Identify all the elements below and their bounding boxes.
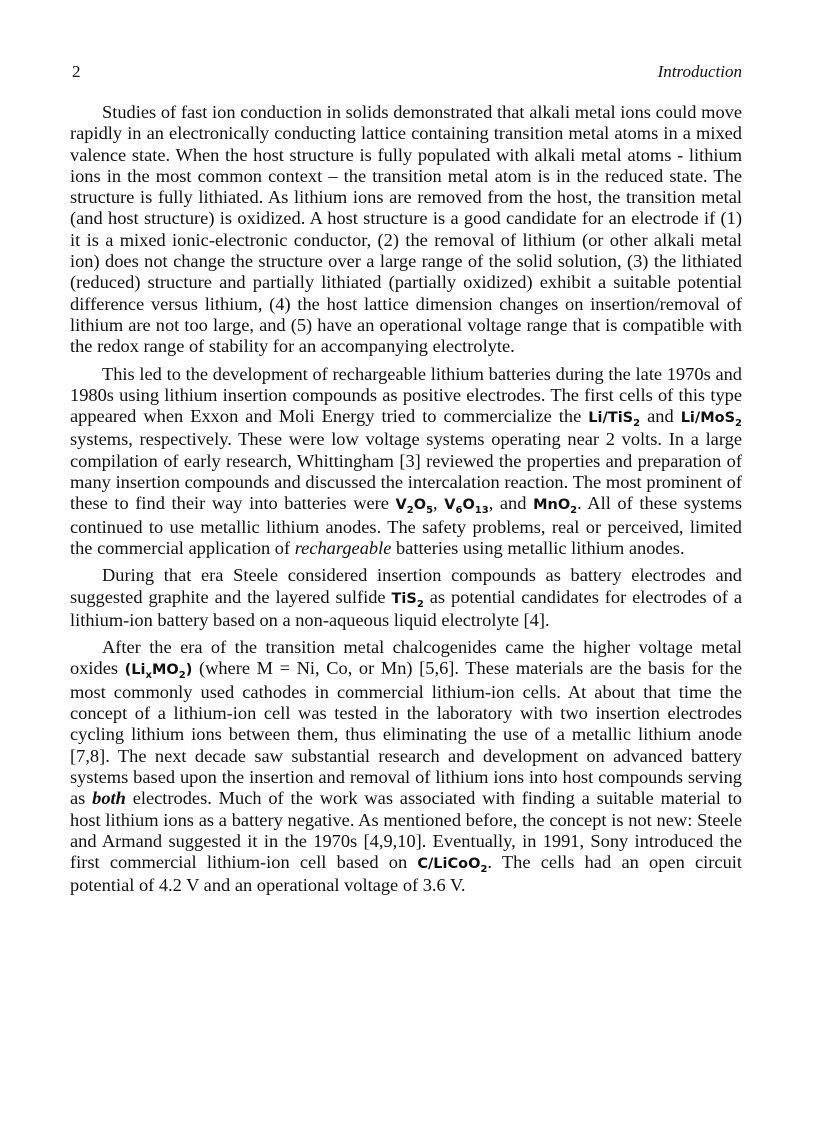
- formula-text: C/LiCoO: [417, 856, 481, 873]
- formula-v2o5: [395, 497, 434, 517]
- formula-subscript: 13: [474, 505, 489, 517]
- formula-subscript: 2: [480, 863, 488, 875]
- formula-tis2: [391, 590, 424, 610]
- formula-text: V: [395, 497, 407, 514]
- text-span: This led to the development of rechargeable lithium batteries during the late 1970s and 1980s using lithium insertion compounds as positive electrodes. The first cells of this type appeared when Exxon and Moli Energy tried to commercialize the: [70, 363, 742, 427]
- formula-v6o13: [444, 497, 489, 517]
- page-number: 2: [72, 62, 81, 81]
- emphasis-rechargeable: rechargeable: [294, 537, 392, 558]
- formula-subscript: 2: [735, 418, 742, 430]
- text-span: electrodes. Much of the work was associated with finding a suitable material to host lithium ions as a battery negative. As mentioned before, the concept is not new: Steele and Armand suggested it in the 1970s [4,9,10]. Eventually, in 1991, Sony introduced the first commercial lithium-ion cell based on: [70, 788, 742, 873]
- formula-text: ): [185, 662, 193, 679]
- text-span: as potential candidates for electrodes of a lithium-ion battery based on a non-aqueous liquid electrolyte [4].: [70, 586, 743, 630]
- text-span: After the era of the transition metal chalcogenides came the higher voltage metal oxides: [70, 637, 742, 679]
- text-span: , and: [488, 493, 534, 514]
- formula-text: O: [413, 497, 427, 514]
- text-span: ,: [433, 493, 445, 514]
- formula-subscript: 2: [633, 418, 641, 430]
- text-span: . All of these systems continued to use metallic lithium anodes. The safety problems, real or perceived, limited the commercial application of: [70, 493, 742, 558]
- text-span: During that era Steele considered insertion compounds as battery electrodes and suggested graphite and the layered sulfide: [70, 565, 742, 607]
- formula-subscript: 6: [455, 505, 463, 517]
- formula-subscript: 2: [406, 505, 414, 517]
- paragraph-metal-oxides: [70, 637, 742, 897]
- body-text: [70, 102, 742, 903]
- text-span: (where M = Ni, Co, or Mn) [5,6]. These materials are the basis for the most commonly used cathodes in commercial lithium-ion cells. At about that time the concept of a lithium-ion cell was tested in the laboratory with two insertion electrodes cycling lithium ions between them, thus eliminating the use of a metallic lithium anode [7,8]. The next decade saw substantial research and development on advanced battery systems based upon the insertion and removal of lithium ions into host compounds serving as: [70, 658, 742, 809]
- formula-lixmo2: [124, 662, 193, 682]
- paragraph-rechargeable-lithium-batteries: [70, 364, 742, 560]
- formula-text: (Li: [124, 662, 146, 679]
- formula-mno2: [533, 497, 578, 517]
- formula-subscript: 2: [416, 598, 424, 610]
- text-span: batteries using metallic lithium anodes.: [391, 537, 685, 558]
- formula-li-mos2: [680, 410, 742, 430]
- formula-c-licoo2: [417, 856, 488, 875]
- page-header: [72, 62, 742, 84]
- formula-text: O: [462, 497, 475, 514]
- paragraph-steele-graphite: [70, 565, 742, 631]
- formula-li-tis2: [588, 410, 641, 430]
- formula-text: MO: [151, 662, 179, 679]
- formula-text: Li/MoS: [680, 410, 736, 427]
- text-span: . The cells had an open circuit potential of 4.2 V and an operational voltage of 3.6 V.: [70, 852, 742, 896]
- formula-subscript: 5: [426, 505, 434, 517]
- text-span: and: [640, 406, 681, 427]
- formula-text: Li/TiS: [588, 410, 634, 427]
- formula-text: V: [444, 497, 456, 514]
- formula-subscript: 2: [570, 505, 578, 517]
- emphasis-both: both: [92, 788, 126, 809]
- paragraph-fast-ion-conduction: Studies of fast ion conduction in solids demonstrated that alkali metal ions could move rapidly in an electronically conducting lattice containing transition metal atoms in a mixed valence state. When the host structure is fully populated with alkali metal atoms - lithium ions in the most common context – the transition metal atom is in the reduced state. The structure is fully lithiated. As lithium ions are removed from the host, the transition metal (and host structure) is oxidized. A host structure is a good candidate for an electrode if (1) it is a mixed ionic-electronic conductor, (2) the removal of lithium (or other alkali metal ion) does not change the structure over a large range of the solid solution, (3) the lithiated (reduced) structure and partially lithiated (partially oxidized) exhibit a suitable potential difference versus lithium, (4) the host lattice dimension changes on insertion/removal of lithium are not too large, and (5) have an operational voltage range that is compatible with the redox range of stability for an accompanying electrolyte.: [70, 102, 742, 357]
- running-head: Introduction: [657, 62, 742, 81]
- formula-subscript: x: [145, 670, 152, 682]
- formula-text: MnO: [533, 497, 571, 514]
- formula-text: TiS: [391, 590, 417, 607]
- text-span: systems, respectively. These were low voltage systems operating near 2 volts. In a large compilation of early research, Whittingham [3] reviewed the properties and preparation of many insertion compounds and discussed the intercalation reaction. The most prominent of these to find their way into batteries were: [70, 429, 742, 514]
- formula-subscript: 2: [178, 670, 186, 682]
